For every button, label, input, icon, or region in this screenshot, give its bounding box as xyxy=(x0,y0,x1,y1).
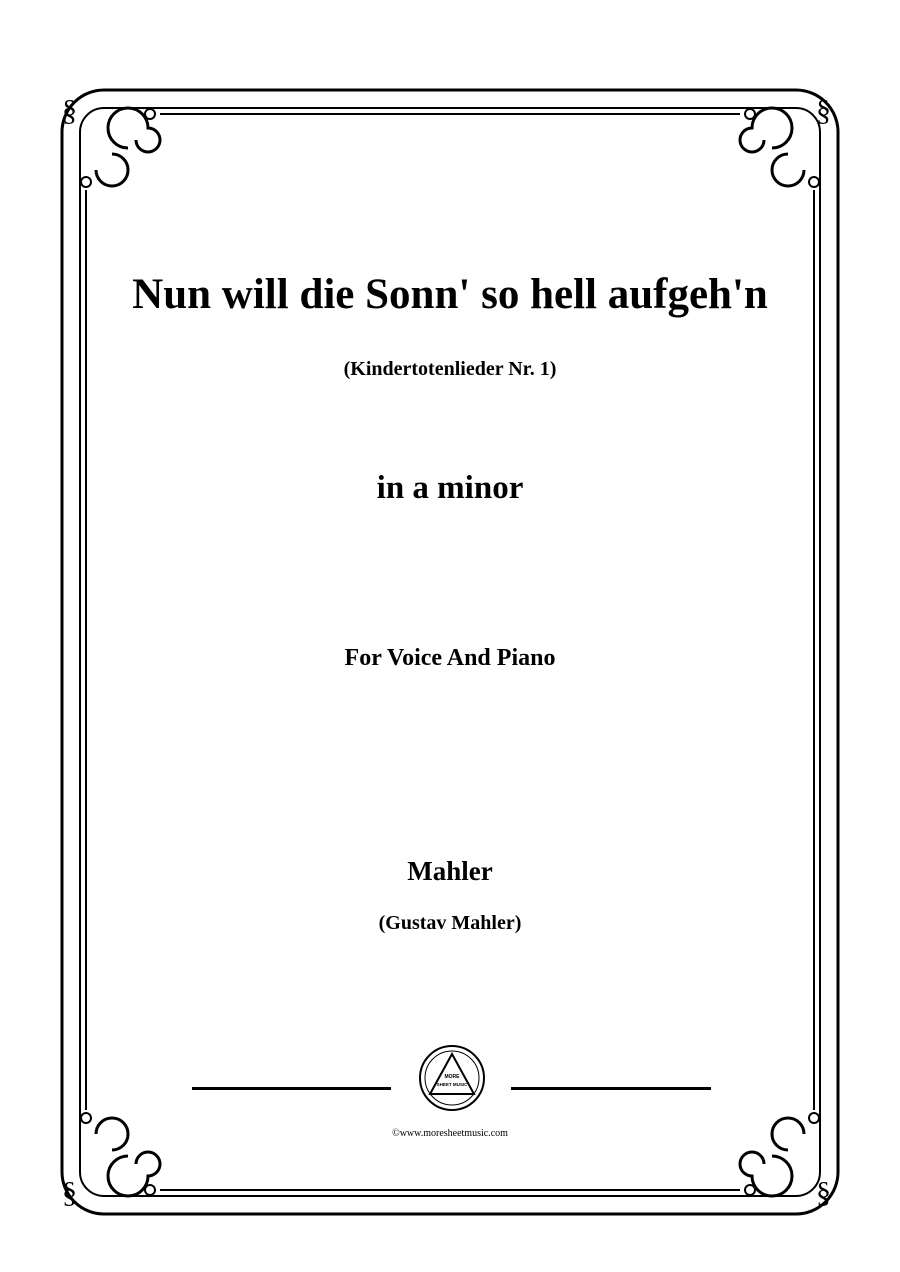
composer-full-name: (Gustav Mahler) xyxy=(378,912,522,934)
logo-text-top: MORE xyxy=(444,1074,460,1080)
composer-name: Mahler xyxy=(407,856,493,886)
instrumentation-label: For Voice And Piano xyxy=(344,645,556,671)
website-credit: ©www.moresheetmusic.com xyxy=(392,1128,508,1139)
page-title: Nun will die Sonn' so hell aufgeh'n xyxy=(132,271,768,318)
divider-right xyxy=(511,1087,711,1090)
section-sign-ornament: § xyxy=(62,1176,77,1209)
triangle-seal-logo xyxy=(418,1044,486,1112)
key-signature-label: in a minor xyxy=(376,470,524,506)
section-sign-ornament: § xyxy=(816,1176,831,1209)
section-sign-ornament: § xyxy=(62,94,77,127)
section-sign-ornament: § xyxy=(816,94,831,127)
subtitle: (Kindertotenlieder Nr. 1) xyxy=(343,358,557,380)
divider-left xyxy=(192,1087,391,1090)
logo-text-bottom: SHEET MUSIC xyxy=(436,1082,468,1087)
